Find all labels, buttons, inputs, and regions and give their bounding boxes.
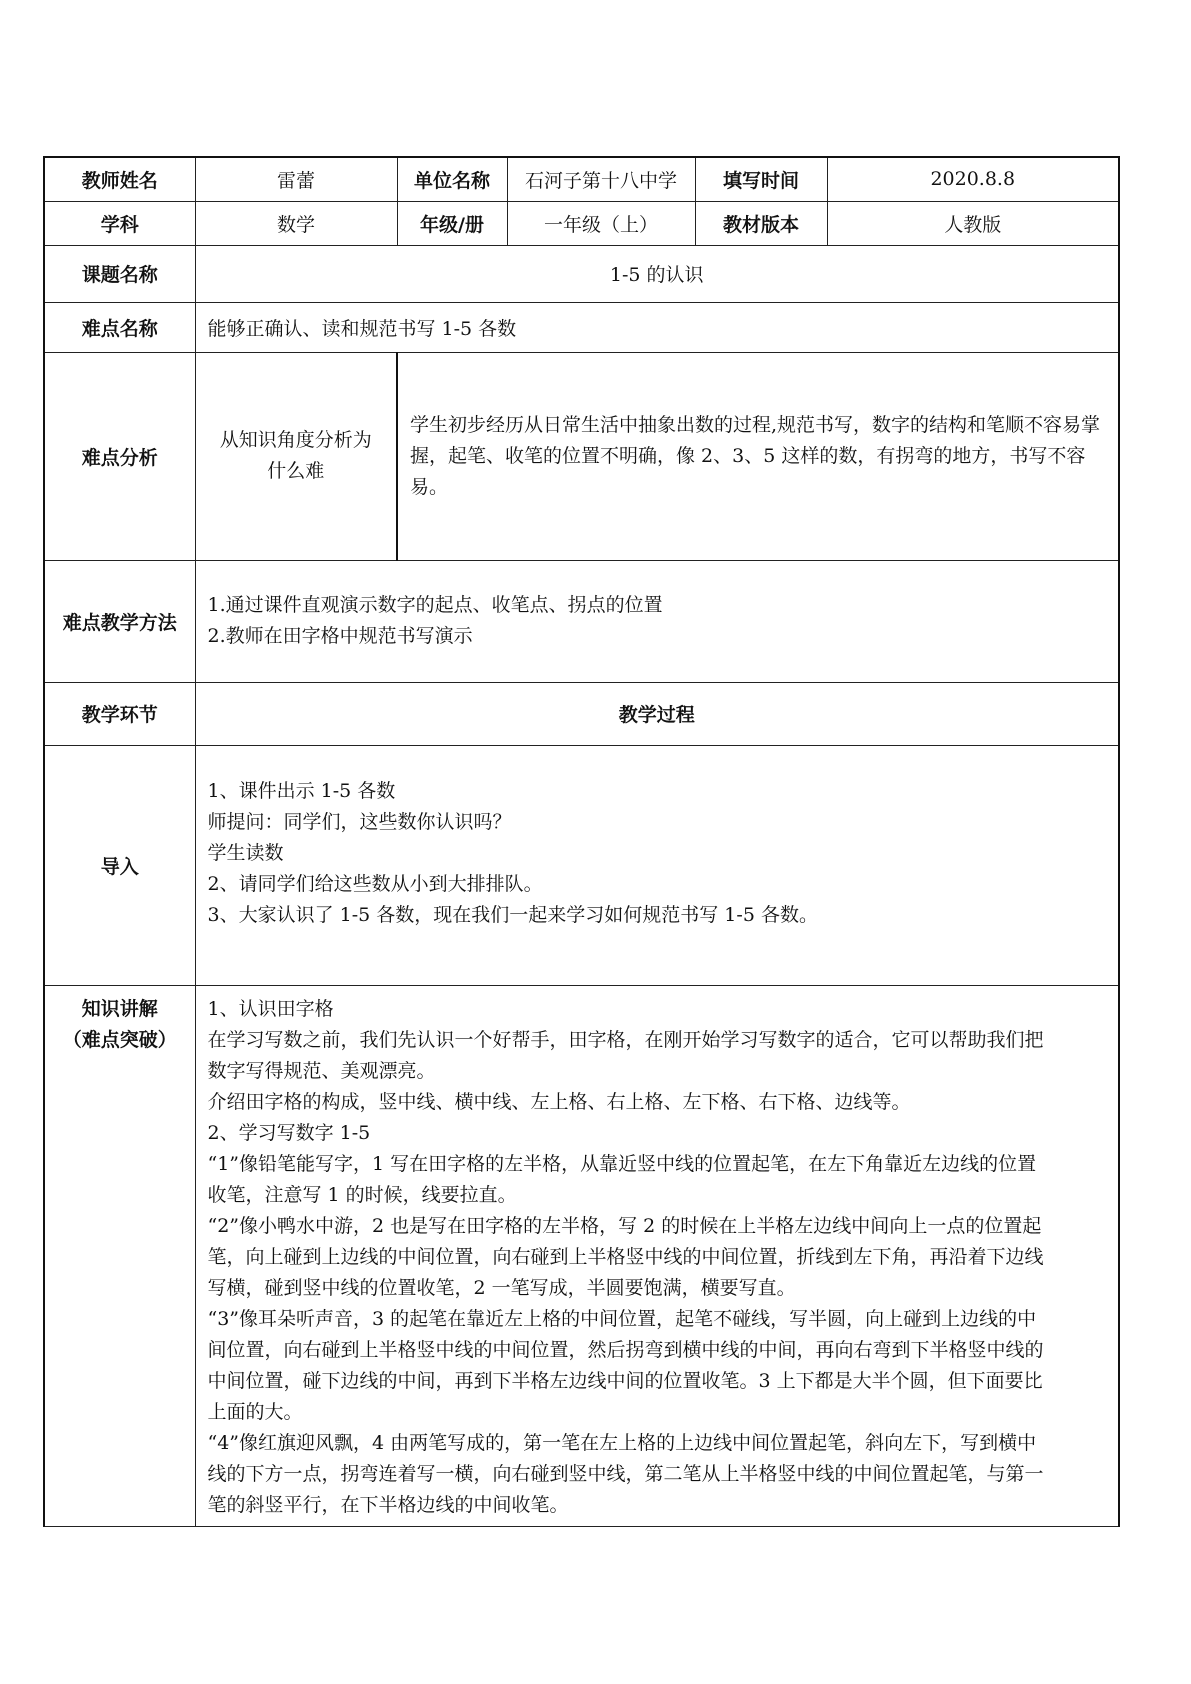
analysis-label: 难点分析 <box>44 352 195 560</box>
knowledge-line: “1”像铅笔能写字，1 写在田字格的左半格，从靠近竖中线的位置起笔，在左下角靠近左边线的位置 <box>207 1152 1037 1175</box>
unit-label: 单位名称 <box>397 157 507 201</box>
method-label: 难点教学方法 <box>44 560 195 682</box>
intro-label: 导入 <box>44 745 195 985</box>
edition-label: 教材版本 <box>695 201 827 245</box>
method-line: 2.教师在田字格中规范书写演示 <box>207 625 473 647</box>
knowledge-label <box>44 985 195 1526</box>
intro-line: 1、课件出示 1-5 各数 <box>207 779 396 802</box>
knowledge-line: 笔，向上碰到上边线的中间位置，向右碰到上半格竖中线的中间位置，折线到左下角，再沿着下边线 <box>207 1245 1044 1268</box>
intro-line: 学生读数 <box>207 841 284 864</box>
grade-value: 一年级（上） <box>507 201 695 245</box>
knowledge-line: 笔的斜竖平行，在下半格边线的中间收笔。 <box>207 1493 569 1516</box>
knowledge-line: 数字写得规范、美观漂亮。 <box>207 1059 436 1082</box>
knowledge-line: 1、认识田字格 <box>207 997 334 1020</box>
lesson-plan-table <box>43 156 1120 1527</box>
knowledge-label-line2: （难点突破） <box>62 1028 177 1051</box>
knowledge-line: “2”像小鸭水中游，2 也是写在田字格的左半格，写 2 的时候在上半格左边线中间向上一点的位置起 <box>207 1214 1042 1237</box>
analysis-text: 学生初步经历从日常生活中抽象出数的过程,规范书写，数字的结构和笔顺不容易掌握，起笔、收笔的位置不明确，像 2、3、5 这样的数，有拐弯的地方，书写不容易。 <box>397 352 1119 560</box>
knowledge-line: 介绍田字格的构成，竖中线、横中线、左上格、右上格、左下格、右下格、边线等。 <box>207 1090 911 1113</box>
knowledge-line: 上面的大。 <box>207 1400 303 1423</box>
knowledge-content <box>195 985 1119 1526</box>
edition-value: 人教版 <box>827 201 1119 245</box>
unit-name: 石河子第十八中学 <box>507 157 695 201</box>
topic-value: 1-5 的认识 <box>195 245 1119 302</box>
teacher-name: 雷蕾 <box>195 157 397 201</box>
knowledge-line: 线的下方一点，拐弯连着写一横，向右碰到竖中线，第二笔从上半格竖中线的中间位置起笔，与第一 <box>207 1462 1044 1485</box>
intro-line: 师提问：同学们，这些数你认识吗？ <box>207 810 512 833</box>
knowledge-line: 收笔，注意写 1 的时候，线要拉直。 <box>207 1183 517 1206</box>
difficulty-value: 能够正确认、读和规范书写 1-5 各数 <box>195 302 1119 352</box>
knowledge-line: 在学习写数之前，我们先认识一个好帮手，田字格，在刚开始学习写数字的适合，它可以帮助我们把 <box>207 1028 1044 1051</box>
topic-label: 课题名称 <box>44 245 195 302</box>
knowledge-line: 写横，碰到竖中线的位置收笔，2 一笔写成，半圆要饱满，横要写直。 <box>207 1276 796 1299</box>
knowledge-label-line1: 知识讲解 <box>81 997 158 1020</box>
knowledge-line: “3”像耳朵听声音，3 的起笔在靠近左上格的中间位置，起笔不碰线，写半圆，向上碰到上边线的中 <box>207 1307 1037 1330</box>
process-label: 教学过程 <box>195 682 1119 745</box>
stage-label: 教学环节 <box>44 682 195 745</box>
method-line: 1.通过课件直观演示数字的起点、收笔点、拐点的位置 <box>207 594 663 616</box>
time-label: 填写时间 <box>695 157 827 201</box>
method-content <box>195 560 1119 682</box>
knowledge-line: 2、学习写数字 1-5 <box>207 1121 371 1144</box>
subject-value: 数学 <box>195 201 397 245</box>
teacher-label: 教师姓名 <box>44 157 195 201</box>
intro-line: 3、大家认识了 1-5 各数，现在我们一起来学习如何规范书写 1-5 各数。 <box>207 903 818 926</box>
fill-time: 2020.8.8 <box>827 157 1119 201</box>
analysis-sub-label-text: 从知识角度分析为什么难 <box>219 429 372 482</box>
intro-content <box>195 745 1119 985</box>
intro-line: 2、请同学们给这些数从小到大排排队。 <box>207 872 543 895</box>
subject-label: 学科 <box>44 201 195 245</box>
analysis-sub-label <box>195 352 397 560</box>
knowledge-line: 中间位置，碰下边线的中间，再到下半格左边线中间的位置收笔。3 上下都是大半个圆，但下面要比 <box>207 1369 1043 1392</box>
difficulty-label: 难点名称 <box>44 302 195 352</box>
knowledge-line: 间位置，向右碰到上半格竖中线的中间位置，然后拐弯到横中线的中间，再向右弯到下半格竖中线的 <box>207 1338 1044 1361</box>
knowledge-line: “4”像红旗迎风飘，4 由两笔写成的，第一笔在左上格的上边线中间位置起笔，斜向左下，写到横中 <box>207 1431 1037 1454</box>
grade-label: 年级/册 <box>397 201 507 245</box>
